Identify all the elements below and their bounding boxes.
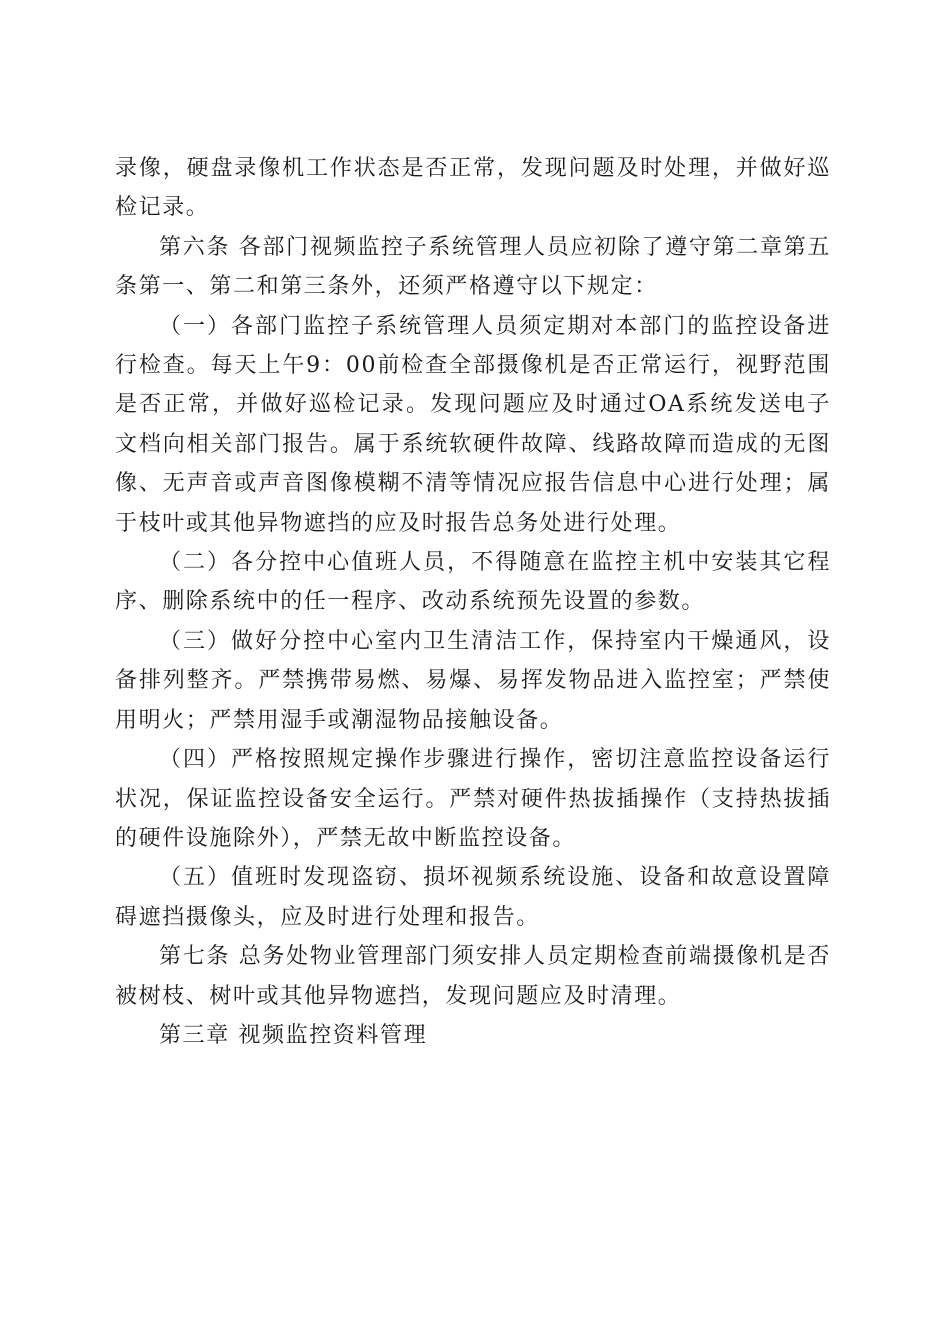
paragraph-item-2: （二）各分控中心值班人员，不得随意在监控主机中安装其它程序、删除系统中的任一程序、改动系统预先设置的参数。 bbox=[115, 550, 831, 615]
chapter-heading: 第三章 视频监控资料管理 bbox=[159, 1022, 428, 1048]
paragraph-article-7: 第七条 总务处物业管理部门须安排人员定期检查前端摄像机是否被树枝、树叶或其他异物遮挡，发现问题应及时清理。 bbox=[115, 944, 831, 1009]
paragraph-continuation: 录像，硬盘录像机工作状态是否正常，发现问题及时处理，并做好巡检记录。 bbox=[115, 156, 831, 221]
paragraph-item-1: （一）各部门监控子系统管理人员须定期对本部门的监控设备进行检查。每天上午9：00前检查全部摄像机是否正常运行，视野范围是否正常，并做好巡检记录。发现问题应及时通过OA系统发送电子文档向相关部门报告。属于系统软硬件故障、线路故障而造成的无图像、无声音或声音图像模糊不清等情况应报告信息中心进行处理；属于枝叶或其他异物遮挡的应及时报告总务处进行处理。 bbox=[115, 313, 831, 536]
paragraph-item-3: （三）做好分控中心室内卫生清洁工作，保持室内干燥通风，设备排列整齐。严禁携带易燃、易爆、易挥发物品进入监控室；严禁使用明火；严禁用湿手或潮湿物品接触设备。 bbox=[115, 628, 831, 733]
paragraph-article-6: 第六条 各部门视频监控子系统管理人员应初除了遵守第二章第五条第一、第二和第三条外，还须严格遵守以下规定： bbox=[115, 234, 831, 300]
paragraph-item-4: （四）严格按照规定操作步骤进行操作，密切注意监控设备运行状况，保证监控设备安全运行。严禁对硬件热拔插操作（支持热拔插的硬件设施除外），严禁无故中断监控设备。 bbox=[115, 747, 831, 851]
document-body bbox=[115, 149, 831, 1055]
paragraph-item-5: （五）值班时发现盗窃、损坏视频系统设施、设备和故意设置障碍遮挡摄像头，应及时进行处理和报告。 bbox=[115, 865, 831, 930]
